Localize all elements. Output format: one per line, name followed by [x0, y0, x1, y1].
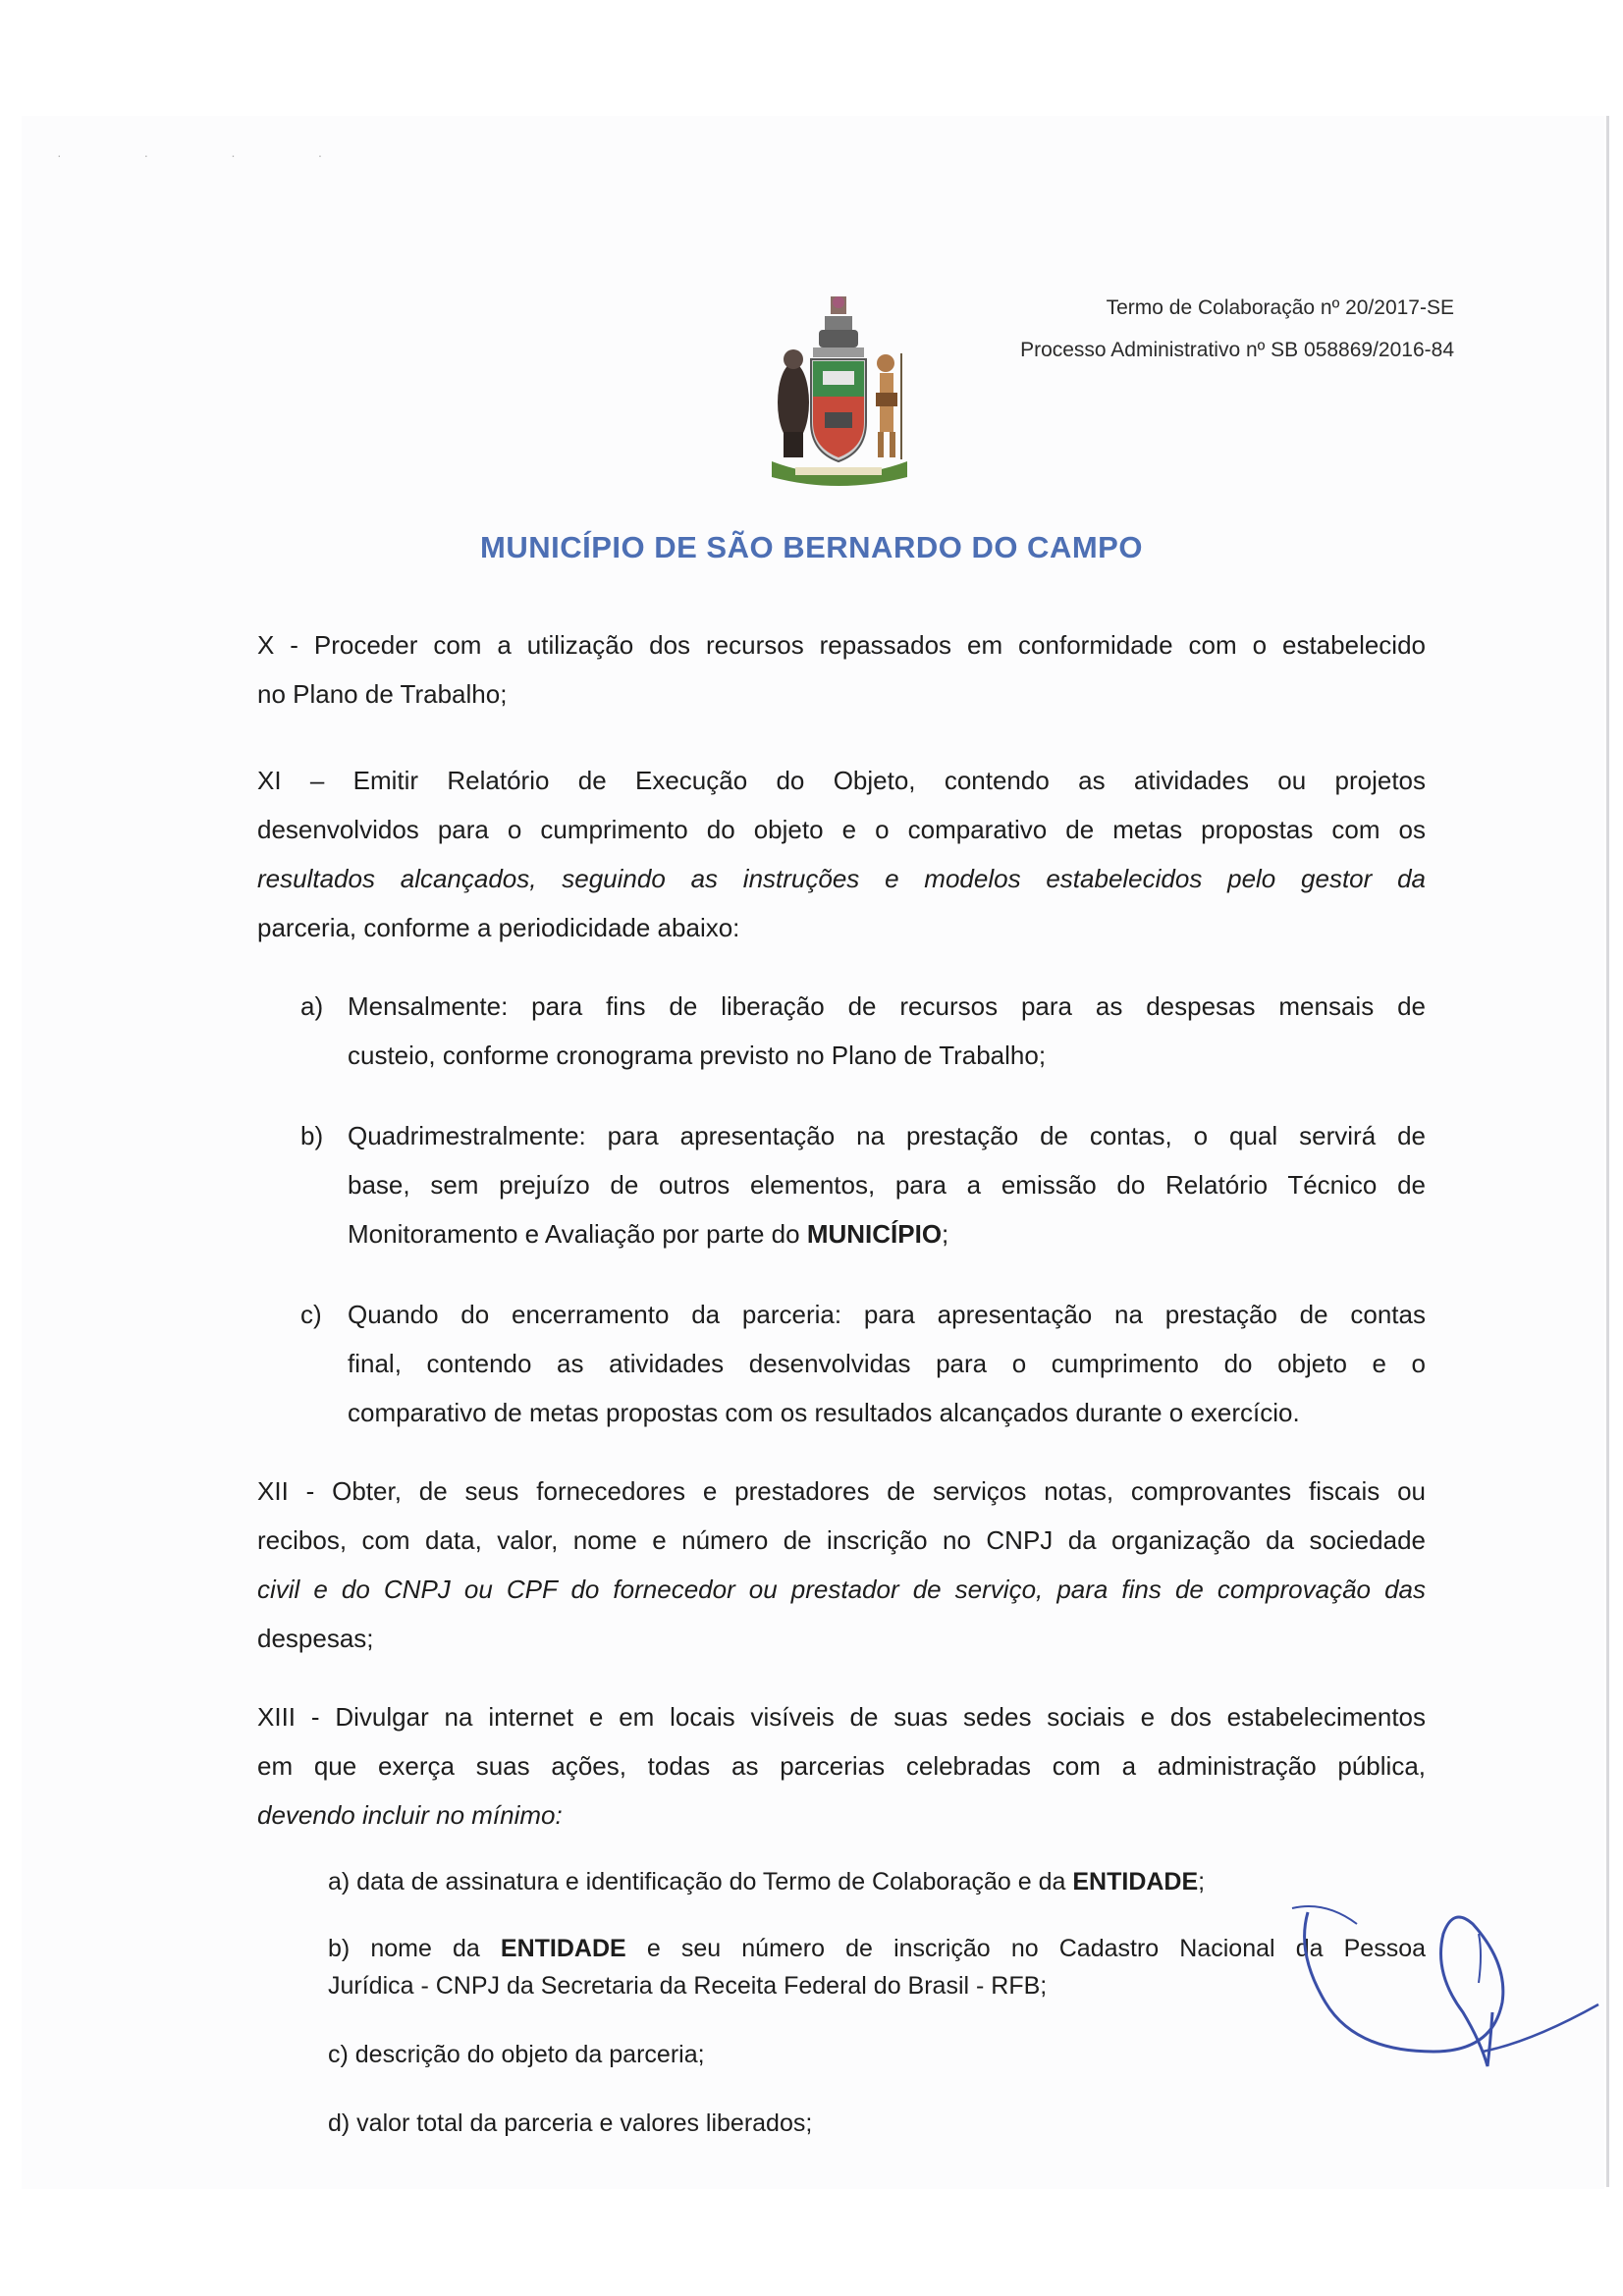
clause-xii: XII - Obter, de seus fornecedores e prestadores de serviços notas, comprovantes fiscais ou recibos, com data, valor, nome e número de inscrição no CNPJ da organização da sociedade civil e do CNPJ ou CPF do fornecedor ou prestador de serviço, para fins de comprovação das despesas;: [257, 1476, 1426, 1653]
handwritten-signature-icon: [1286, 1895, 1600, 2081]
clause-xiii-a: a) data de assinatura e identificação do Termo de Colaboração e da ENTIDADE;: [328, 1868, 1206, 1896]
termo-reference: Termo de Colaboração nº 20/2017-SE: [1106, 296, 1454, 319]
municipality-heading: MUNICÍPIO DE SÃO BERNARDO DO CAMPO: [480, 530, 1143, 564]
clause-xi-c: c) Quando do encerramento da parceria: para apresentação na prestação de contas final, contendo as atividades desenvolvidas para o cumprimento do objeto e o comparativo de metas propostas com os resultados alcançados durante o exercício.: [300, 1300, 1426, 1427]
page-edge: [1606, 116, 1609, 2187]
coat-of-arms-icon: [766, 294, 913, 496]
clause-xiii: XIII - Divulgar na internet e em locais visíveis de suas sedes sociais e dos estabelecimentos em que exerça suas ações, todas as parcerias celebradas com a administração pública, devendo incluir no mínimo:: [257, 1702, 1426, 1830]
scan-specks: · · · ·: [57, 147, 362, 163]
processo-reference: Processo Administrativo nº SB 058869/2016-84: [1020, 339, 1454, 361]
clause-xiii-d: d) valor total da parceria e valores liberados;: [328, 2109, 813, 2137]
clause-xi-a: a) Mensalmente: para fins de liberação de recursos para as despesas mensais de custeio, conforme cronograma previsto no Plano de Trabalho;: [300, 991, 1426, 1070]
clause-xi-b: b) Quadrimestralmente: para apresentação na prestação de contas, o qual servirá de base, sem prejuízo de outros elementos, para a emissão do Relatório Técnico de Monitoramento e Avaliação por parte do MUNICÍPIO;: [300, 1121, 1426, 1249]
clause-x: X - Proceder com a utilização dos recursos repassados em conformidade com o estabelecido no Plano de Trabalho;: [257, 630, 1426, 709]
clause-xi: XI – Emitir Relatório de Execução do Objeto, contendo as atividades ou projetos desenvolvidos para o cumprimento do objeto e o comparativo de metas propostas com os resultados alcançados, seguindo as instruções e modelos estabelecidos pelo gestor da parceria, conforme a periodicidade abaixo:: [257, 766, 1426, 942]
clause-xiii-b: b) nome da ENTIDADE e seu número de inscrição no Cadastro Nacional da Pessoa Jurídica - CNPJ da Secretaria da Receita Federal do Brasil - RFB;: [328, 1935, 1426, 2000]
clause-xiii-c: c) descrição do objeto da parceria;: [328, 2041, 705, 2068]
